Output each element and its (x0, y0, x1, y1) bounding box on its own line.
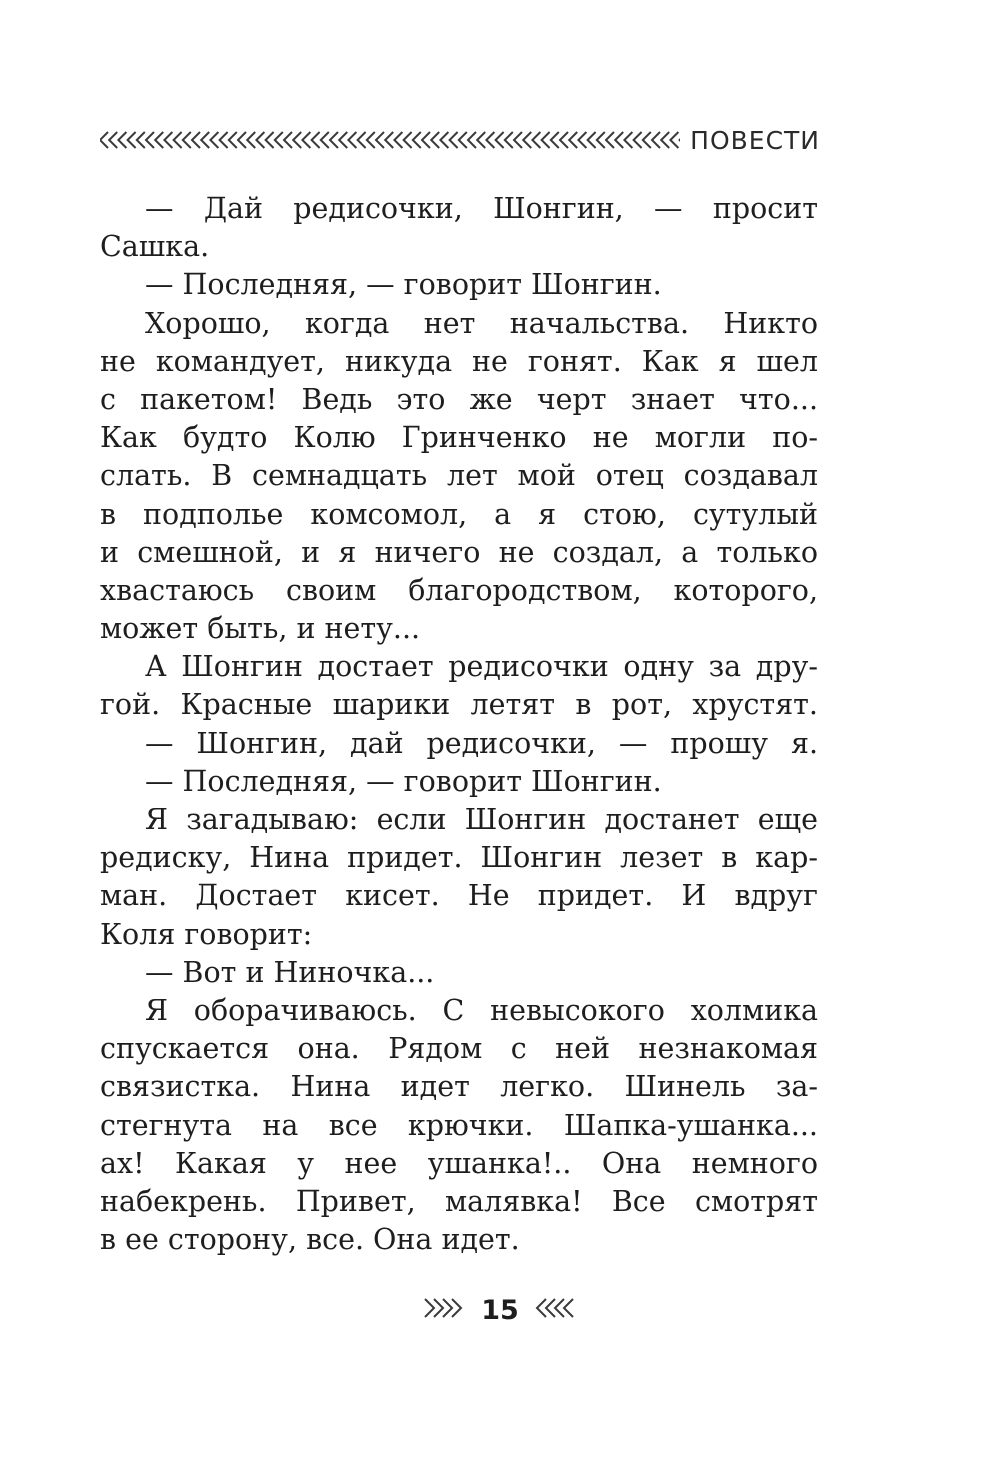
header-chevron-ornament (100, 129, 680, 151)
chevron-mark (425, 1299, 434, 1317)
chevron-mark (564, 1299, 573, 1317)
text-line: Коля говорит: (100, 917, 313, 951)
text-line: А Шонгин достает редисочки одну за дру- (145, 650, 818, 684)
chevron-mark (266, 132, 274, 148)
chevron-mark (330, 132, 338, 148)
chevron-mark (615, 132, 623, 148)
chevron-mark (256, 132, 264, 148)
chevron-mark (422, 132, 430, 148)
text-line: связистка. Нина идет легко. Шинель за- (100, 1070, 818, 1104)
chevron-mark (137, 132, 145, 148)
chevron-mark (394, 132, 402, 148)
chevron-mark (293, 132, 301, 148)
chevron-mark (468, 132, 476, 148)
text-line: Хорошо, когда нет начальства. Никто (145, 306, 818, 340)
chevron-mark (376, 132, 384, 148)
chevron-mark (109, 132, 117, 148)
chevron-mark (146, 132, 154, 148)
text-line: с пакетом! Ведь это же черт знает что... (100, 382, 818, 416)
chevron-mark (229, 132, 237, 148)
chevron-mark (247, 132, 255, 148)
chevron-mark (164, 132, 172, 148)
text-line: может быть, и нету... (100, 612, 421, 646)
chevron-mark (358, 132, 366, 148)
chevron-mark (302, 132, 310, 148)
chevron-mark (431, 132, 439, 148)
chevron-mark (348, 132, 356, 148)
chevron-mark (597, 132, 605, 148)
text-line: гой. Красные шарики летят в рот, хрустят. (100, 688, 818, 722)
chevron-mark (624, 132, 632, 148)
chevron-mark (275, 132, 283, 148)
chevron-mark (183, 132, 191, 148)
text-line: хвастаюсь своим благородством, которого, (100, 573, 818, 607)
text-line: ман. Достает кисет. Не придет. И вдруг (100, 879, 818, 913)
text-line: редиску, Нина придет. Шонгин лезет в кар- (100, 841, 818, 875)
chevron-mark (284, 132, 292, 148)
text-line: набекрень. Привет, малявка! Все смотрят (100, 1184, 818, 1218)
chevron-mark (670, 132, 678, 148)
chevron-mark (339, 132, 347, 148)
chevron-mark (477, 132, 485, 148)
footer-chevrons-left-icon (533, 1296, 577, 1325)
chevron-mark (321, 132, 329, 148)
chevron-mark (210, 132, 218, 148)
text-line: — Последняя, — говорит Шонгин. (145, 268, 662, 302)
text-line: Я оборачиваюсь. С невысокого холмика (145, 993, 818, 1027)
text-line: — Вот и Ниночка... (145, 955, 435, 989)
text-line: в подполье комсомол, а я стою, сутулый (100, 497, 818, 531)
chevron-mark (385, 132, 393, 148)
chevron-mark (505, 132, 513, 148)
page-footer (0, 1290, 1000, 1330)
chevron-mark (523, 132, 531, 148)
chevron-mark (128, 132, 136, 148)
chevron-mark (661, 132, 669, 148)
chevron-mark (450, 132, 458, 148)
section-title: ПОВЕСТИ (690, 125, 820, 155)
chevron-mark (634, 132, 642, 148)
chevron-mark (459, 132, 467, 148)
text-line: слать. В семнадцать лет мой отец создавал (100, 459, 818, 493)
chevron-mark (367, 132, 375, 148)
chevron-mark (220, 132, 228, 148)
text-line: Как будто Колю Гринченко не могли по- (100, 421, 818, 455)
text-line: — Шонгин, дай редисочки, — прошу я. (145, 726, 818, 760)
chevron-mark (118, 132, 126, 148)
chevron-mark (542, 132, 550, 148)
chevron-mark (413, 132, 421, 148)
chevron-mark (440, 132, 448, 148)
page-number: 15 (481, 1294, 519, 1326)
text-line: Я загадываю: если Шонгин достанет еще (145, 803, 818, 836)
chevron-mark (100, 132, 108, 148)
chevron-mark (155, 132, 163, 148)
chevron-mark (496, 132, 504, 148)
chevron-mark (238, 132, 246, 148)
chevron-mark (569, 132, 577, 148)
chevron-mark (680, 132, 681, 148)
footer-chevrons-right-icon (423, 1296, 467, 1325)
text-line: — Дай редисочки, Шонгин, — просит (145, 192, 818, 225)
chevron-mark (201, 132, 209, 148)
chevron-mark (404, 132, 412, 148)
chevron-mark (588, 132, 596, 148)
chevron-mark (192, 132, 200, 148)
chevron-mark (643, 132, 651, 148)
text-line: в ее сторону, все. Она идет. (100, 1223, 520, 1257)
text-line: спускается она. Рядом с ней незнакомая (100, 1032, 818, 1066)
text-line: не командует, никуда не гонят. Как я шел (100, 344, 818, 378)
text-line: ах! Какая у нее ушанка!.. Она немного (100, 1146, 818, 1180)
chevron-mark (174, 132, 182, 148)
chevron-mark (532, 132, 540, 148)
text-line: стегнута на все крючки. Шапка-ушанка... (100, 1108, 818, 1142)
chevron-mark (514, 132, 522, 148)
chevron-mark (551, 132, 559, 148)
chevron-mark (486, 132, 494, 148)
body-text (100, 190, 818, 1259)
chevron-mark (606, 132, 614, 148)
text-line: Сашка. (100, 230, 210, 264)
running-header (100, 118, 820, 162)
text-line: и смешной, и я ничего не создал, а только (100, 535, 818, 569)
chevron-mark (578, 132, 586, 148)
chevron-mark (312, 132, 320, 148)
chevron-mark (652, 132, 660, 148)
chevron-mark (560, 132, 568, 148)
text-line: — Последняя, — говорит Шонгин. (145, 764, 662, 798)
